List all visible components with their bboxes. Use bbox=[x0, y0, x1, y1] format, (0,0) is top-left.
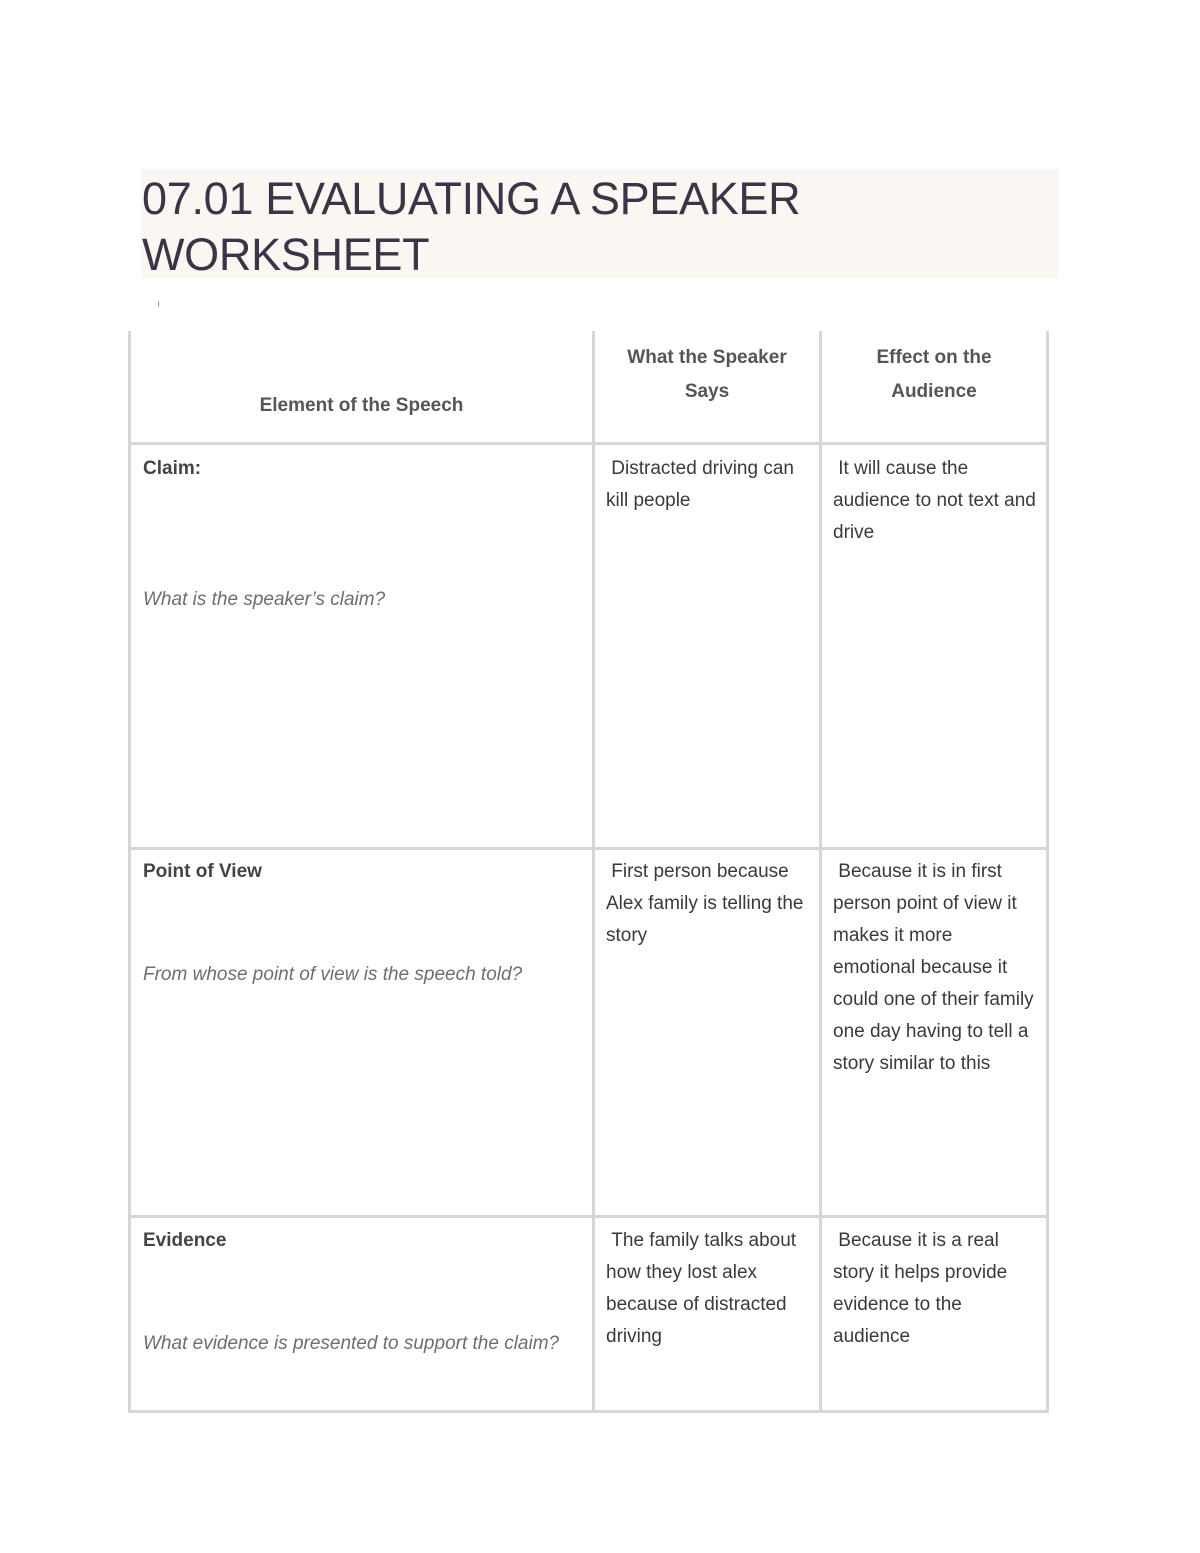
table-row-evidence-prompt-cell bbox=[143, 1327, 563, 1361]
pov-effect-on-audience: Because it is in first person point of view it makes it more emotional because it could one of their family one day having to tell a story similar to this bbox=[833, 861, 1039, 1074]
speaker-evaluation-table bbox=[128, 331, 1049, 1413]
evidence-speaker-says: The family talks about how they lost alex because of distracted driving bbox=[606, 1230, 802, 1347]
table-divider-col1 bbox=[592, 331, 595, 1413]
row-prompt: What is the speaker’s claim? bbox=[143, 589, 386, 610]
pov-speaker-says: First person because Alex family is telling the story bbox=[606, 861, 809, 946]
page-title: 07.01 EVALUATING A SPEAKER WORKSHEET bbox=[142, 173, 801, 280]
row-label: Evidence bbox=[143, 1230, 227, 1251]
header-effect-on-audience: Effect on the Audience bbox=[876, 347, 992, 402]
table-row-evidence-element bbox=[143, 1225, 583, 1257]
table-divider-header bbox=[128, 442, 1049, 445]
claim-speaker-says: Distracted driving can kill people bbox=[606, 458, 800, 511]
evidence-effect-on-audience: Because it is a real story it helps provide evidence to the audience bbox=[833, 1230, 1013, 1347]
table-border-left bbox=[128, 331, 131, 1413]
table-border-bottom bbox=[128, 1410, 1049, 1413]
stray-mark bbox=[158, 301, 159, 307]
row-prompt: What evidence is presented to support the claim? bbox=[143, 1333, 560, 1354]
table-divider-col2 bbox=[819, 331, 822, 1413]
table-row-claim-element bbox=[143, 453, 583, 485]
claim-effect-on-audience: It will cause the audience to not text and drive bbox=[833, 458, 1042, 543]
row-label: Point of View bbox=[143, 861, 262, 882]
row-prompt: From whose point of view is the speech told? bbox=[143, 964, 523, 985]
header-what-speaker-says: What the Speaker Says bbox=[627, 347, 787, 402]
row-label: Claim: bbox=[143, 458, 202, 479]
table-border-right bbox=[1046, 331, 1049, 1413]
table-row-claim-prompt-cell bbox=[143, 584, 583, 616]
table-divider-row1 bbox=[128, 847, 1049, 850]
header-element-of-speech: Element of the Speech bbox=[259, 395, 464, 416]
table-row-pov-element bbox=[143, 856, 583, 888]
table-row-pov-prompt-cell bbox=[143, 959, 583, 991]
table-divider-row2 bbox=[128, 1215, 1049, 1218]
